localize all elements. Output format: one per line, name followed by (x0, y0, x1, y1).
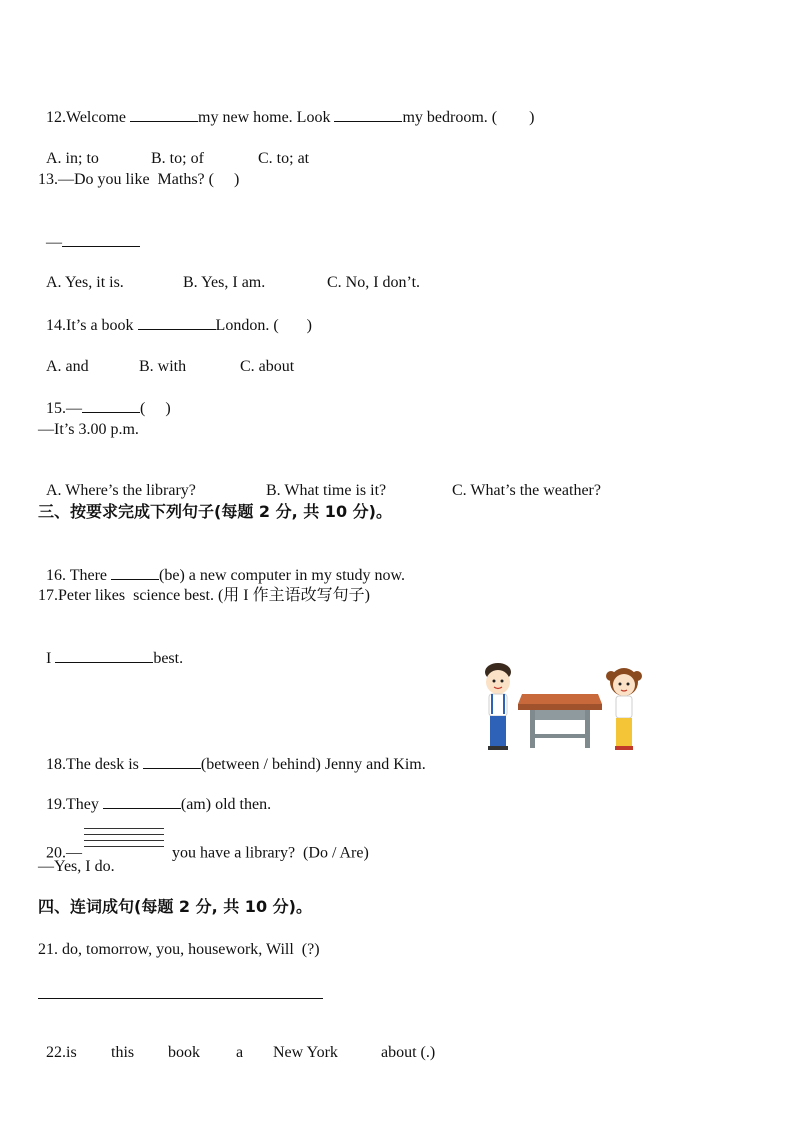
q16-blank[interactable] (111, 565, 159, 580)
question-13: 13.—Do you like Maths? ( ) (38, 171, 240, 188)
q13-option-b[interactable]: B. Yes, I am. (183, 274, 266, 291)
q12-pre: 12.Welcome (46, 109, 131, 126)
q15-option-b[interactable]: B. What time is it? (266, 482, 387, 499)
q17-answer-line (38, 628, 183, 669)
q15-option-a[interactable]: A. Where’s the library? (46, 482, 196, 499)
q15-post: ( ) (140, 400, 171, 417)
section-4-heading: 四、连词成句(每题 2 分, 共 10 分)。 (38, 897, 312, 916)
q18-pre: 18.The desk is (46, 756, 143, 773)
q20-pre: 20.— (46, 844, 82, 862)
q22-word-1: 22.is (46, 1044, 77, 1061)
question-22 (38, 1023, 435, 1063)
q20-answer: —Yes, I do. (38, 858, 115, 875)
q19-pre: 19.They (46, 796, 103, 813)
q12-blank-2[interactable] (334, 107, 402, 122)
q20-post: you have a library? (Do / Are) (172, 844, 369, 862)
q13-blank[interactable] (62, 232, 140, 247)
desk (518, 694, 602, 748)
q19-blank[interactable] (103, 794, 181, 809)
q22-word-3: book (168, 1044, 200, 1061)
question-18 (38, 734, 426, 775)
q19-post: (am) old then. (180, 796, 272, 813)
q13-options (38, 253, 420, 293)
q13-answer-line (38, 212, 140, 253)
question-14 (38, 295, 312, 336)
q14-blank[interactable] (138, 315, 216, 330)
section-3-heading: 三、按要求完成下列句子(每题 2 分, 共 10 分)。 (38, 502, 392, 521)
question-16 (38, 545, 405, 586)
q12-options (38, 129, 309, 169)
q13-dash: — (46, 234, 62, 251)
q14-pre: 14.It’s a book (46, 317, 138, 334)
q14-option-c[interactable]: C. about (240, 358, 295, 375)
question-19 (38, 774, 271, 815)
q17-pre: I (46, 650, 56, 667)
q14-option-b[interactable]: B. with (139, 358, 187, 375)
q13-option-a[interactable]: A. Yes, it is. (46, 274, 124, 291)
q18-post: (between / behind) Jenny and Kim. (200, 756, 426, 773)
q16-pre: 16. There (46, 567, 112, 584)
q12-option-a[interactable]: A. in; to (46, 150, 99, 167)
q17-blank[interactable] (55, 648, 153, 663)
q12-blank-1[interactable] (130, 107, 198, 122)
jenny-desk-kim-illustration (476, 662, 652, 754)
q15-options (38, 461, 601, 501)
q15-pre: 15.— (46, 400, 82, 417)
q17-post: best. (153, 650, 184, 667)
girl-figure (606, 668, 642, 750)
q14-options (38, 337, 294, 377)
q12-option-c[interactable]: C. to; at (258, 150, 310, 167)
question-21: 21. do, tomorrow, you, housework, Will (?) (38, 941, 320, 958)
question-15 (38, 378, 171, 419)
q13-option-c[interactable]: C. No, I don’t. (327, 274, 421, 291)
q18-blank[interactable] (143, 754, 201, 769)
q22-word-4: a (236, 1044, 244, 1061)
q12-post: my bedroom. ( ) (402, 109, 535, 126)
q22-word-6: about (.) (381, 1044, 436, 1061)
q12-mid: my new home. Look (198, 109, 335, 126)
boy-figure (485, 663, 511, 750)
q15-blank[interactable] (82, 398, 140, 413)
q22-word-5: New York (273, 1044, 338, 1061)
q15-answer: —It’s 3.00 p.m. (38, 421, 139, 438)
q22-word-2: this (111, 1044, 135, 1061)
q14-option-a[interactable]: A. and (46, 358, 89, 375)
question-17: 17.Peter likes science best. (用 I 作主语改写句子) (38, 587, 370, 604)
q15-option-c[interactable]: C. What’s the weather? (452, 482, 601, 499)
q16-post: (be) a new computer in my study now. (159, 567, 406, 584)
q14-post: London. ( ) (215, 317, 312, 334)
q12-option-b[interactable]: B. to; of (151, 150, 204, 167)
q21-answer-line[interactable] (38, 998, 323, 999)
question-12 (38, 87, 534, 128)
